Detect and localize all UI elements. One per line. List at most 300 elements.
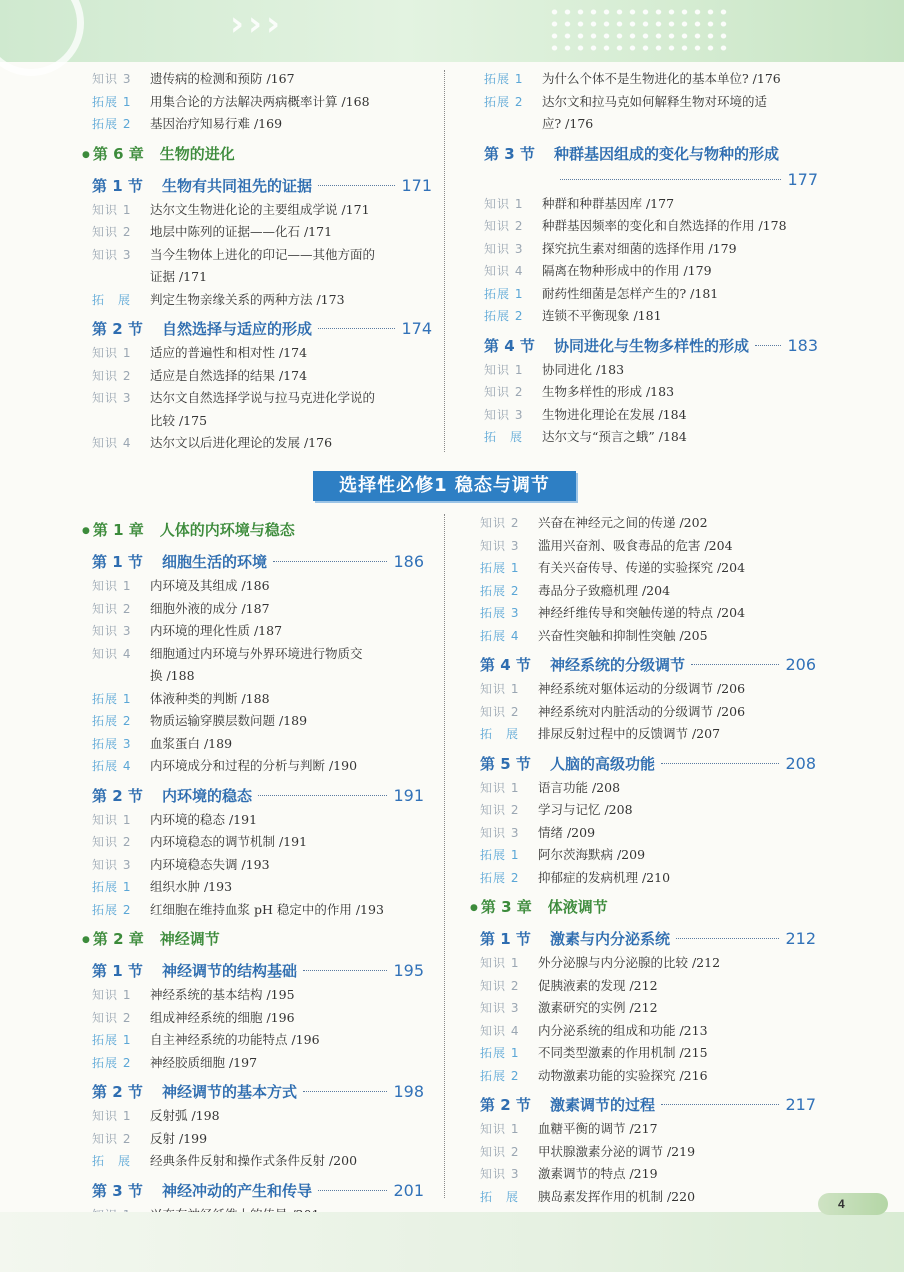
- entry-text: 神经系统对内脏活动的分级调节 /206: [538, 703, 746, 719]
- toc-entry: [92, 688, 424, 711]
- entry-text: 组成神经系统的细胞 /196: [150, 1009, 295, 1025]
- extension-label: 拓展 1: [484, 72, 524, 86]
- toc-entry: [92, 1105, 424, 1128]
- toc-entry: [92, 710, 424, 733]
- knowledge-label: 知识 3: [92, 247, 132, 262]
- toc-entry: [480, 701, 816, 724]
- knowledge-label: 知识 1: [92, 988, 132, 1002]
- toc-entry: [480, 867, 816, 890]
- dot-leader: [303, 970, 387, 971]
- entry-text: 语言功能 /208: [538, 779, 621, 795]
- entry-text: 有关兴奋传导、传递的实验探究 /204: [538, 560, 746, 575]
- column-divider-top: [444, 70, 445, 452]
- section-heading: [92, 1079, 424, 1105]
- chapter-number: 第 3 章: [480, 898, 532, 916]
- section-leader-line: [484, 167, 818, 193]
- section-title: 神经系统的分级调节: [550, 656, 686, 674]
- entry-text: 为什么个体不是生物进化的基本单位? /176: [542, 71, 781, 86]
- section-number: 第 2 节: [92, 786, 143, 805]
- entry-text: 不同类型激素的作用机制 /215: [538, 1045, 708, 1060]
- knowledge-label: 知识 1: [92, 812, 132, 827]
- toc-entry: [92, 755, 424, 778]
- section-title: 神经冲动的产生和传导: [162, 1181, 313, 1200]
- knowledge-label: 知识 3: [480, 1167, 520, 1181]
- section-heading: [92, 173, 432, 199]
- section-title: 协同进化与生物多样性的形成: [554, 336, 750, 355]
- dot-leader: [258, 795, 387, 796]
- extension-label: 拓展 3: [92, 736, 132, 751]
- section-number: 第 1 节: [92, 553, 143, 571]
- entry-text: 神经系统对躯体运动的分级调节 /206: [538, 681, 746, 696]
- entry-text: 达尔文和拉马克如何解释生物对环境的适: [542, 93, 768, 109]
- toc-entry: [92, 68, 432, 91]
- knowledge-label: 知识 2: [480, 978, 520, 993]
- toc-entry: [92, 113, 432, 136]
- knowledge-label: 知识 1: [92, 202, 132, 217]
- toc-entry: [480, 678, 816, 701]
- knowledge-label: 知识 2: [92, 225, 132, 239]
- chapter-bullet-icon: ●: [82, 526, 90, 536]
- chevron-decoration-icon: ›››: [230, 4, 285, 44]
- entry-text-continued: 换 /188: [150, 668, 195, 683]
- entry-text: 内环境稳态失调 /193: [150, 856, 270, 872]
- toc-entry: [480, 1065, 816, 1088]
- entry-text: 遗传病的检测和预防 /167: [150, 71, 295, 86]
- entry-text: 协同进化 /183: [542, 361, 625, 377]
- knowledge-label: 知识 2: [484, 219, 524, 233]
- toc-entry: [92, 387, 432, 410]
- knowledge-label: 知识 4: [484, 264, 524, 278]
- toc-entry: [480, 822, 816, 845]
- entry-text: 适应是自然选择的结果 /174: [150, 367, 308, 383]
- toc-entry: [92, 432, 432, 455]
- entry-text: 激素研究的实例 /212: [538, 1000, 658, 1015]
- knowledge-label: 知识 2: [92, 368, 132, 383]
- entry-text: 达尔文生物进化论的主要组成学说 /171: [150, 201, 370, 217]
- extension-label: 拓 展: [92, 1154, 132, 1168]
- entry-text: 促胰液素的发现 /212: [538, 977, 658, 993]
- toc-entry: [480, 723, 816, 746]
- dot-leader: [303, 1091, 387, 1092]
- section-number: 第 1 节: [92, 962, 143, 980]
- extension-label: 拓展 2: [92, 902, 132, 917]
- toc-entry: [484, 215, 818, 238]
- entry-text: 滥用兴奋剂、吸食毒品的危害 /204: [538, 537, 733, 553]
- chapter-number: 第 2 章: [92, 930, 144, 948]
- toc-entry: [484, 193, 818, 216]
- dot-leader: [273, 561, 387, 562]
- entry-text: 神经纤维传导和突触传递的特点 /204: [538, 605, 746, 620]
- toc-entry: [484, 359, 818, 382]
- entry-continuation: [92, 266, 432, 289]
- toc-entry: [92, 809, 424, 832]
- extension-label: 拓展 2: [480, 1068, 520, 1083]
- entry-text: 激素调节的特点 /219: [538, 1166, 658, 1181]
- entry-text: 达尔文与“预言之蛾” /184: [542, 429, 687, 444]
- dot-leader: [318, 1190, 387, 1191]
- section-number: 第 5 节: [480, 754, 531, 773]
- entry-text: 外分泌腺与内分泌腺的比较 /212: [538, 955, 721, 970]
- toc-entry: [92, 342, 432, 365]
- extension-label: 拓展 1: [480, 1046, 520, 1060]
- section-title: 细胞生活的环境: [162, 553, 268, 571]
- extension-label: 拓展 2: [92, 117, 132, 131]
- chapter-title: 生物的进化: [159, 144, 235, 163]
- toc-entry: [92, 1150, 424, 1173]
- entry-text: 红细胞在维持血浆 pH 稳定中的作用 /193: [150, 901, 384, 917]
- section-heading: [480, 751, 816, 777]
- entry-text: 经典条件反射和操作式条件反射 /200: [150, 1153, 358, 1168]
- knowledge-label: 知识 2: [92, 835, 132, 849]
- knowledge-label: 知识 3: [92, 72, 132, 86]
- entry-text: 抑郁症的发病机理 /210: [538, 869, 671, 885]
- knowledge-label: 知识 4: [92, 436, 132, 450]
- toc-entry: [480, 952, 816, 975]
- section-number: 第 2 节: [480, 1096, 531, 1114]
- entry-text: 神经胶质细胞 /197: [150, 1054, 258, 1070]
- extension-label: 拓展 2: [480, 583, 520, 598]
- chapter-heading: [470, 894, 816, 921]
- section-number: 第 2 节: [92, 320, 143, 338]
- toc-entry: [484, 426, 818, 449]
- chapter-bullet-icon: ●: [82, 935, 90, 945]
- section-heading: [480, 652, 816, 678]
- knowledge-label: 知识 3: [480, 825, 520, 840]
- dot-grid-decoration: [548, 6, 728, 56]
- entry-text: 甲状腺激素分泌的调节 /219: [538, 1143, 696, 1159]
- entry-text: 地层中陈列的证据——化石 /171: [150, 224, 333, 239]
- entry-text: 生物进化理论在发展 /184: [542, 406, 687, 422]
- toc-entry: [92, 1128, 424, 1151]
- extension-label: 拓 展: [480, 1189, 520, 1204]
- entry-text: 基因治疗知易行难 /169: [150, 116, 283, 131]
- dot-leader: [560, 179, 781, 180]
- toc-entry: [480, 1141, 816, 1164]
- section-number: 第 4 节: [484, 336, 535, 355]
- dot-leader: [755, 345, 781, 346]
- entry-text-continued: 比较 /175: [150, 412, 208, 428]
- knowledge-label: 知识 2: [480, 704, 520, 719]
- entry-text: 内环境的理化性质 /187: [150, 623, 283, 638]
- extension-label: 拓 展: [480, 727, 520, 741]
- entry-text: 兴奋在神经元之间的传递 /202: [538, 515, 708, 530]
- extension-label: 拓展 2: [484, 309, 524, 323]
- toc-entry: [92, 643, 424, 666]
- knowledge-label: 知识 3: [484, 241, 524, 256]
- knowledge-label: 知识 3: [92, 624, 132, 638]
- chapter-number: 第 1 章: [92, 521, 144, 539]
- entry-text: 细胞外液的成分 /187: [150, 600, 270, 616]
- extension-label: 拓展 2: [92, 1055, 132, 1070]
- extension-label: 拓展 2: [484, 94, 524, 109]
- entry-text: 情绪 /209: [538, 824, 596, 840]
- section-title: 神经调节的基本方式: [162, 1083, 298, 1101]
- knowledge-label: 知识 1: [484, 362, 524, 377]
- toc-entry: [480, 1186, 816, 1209]
- entry-text: 细胞通过内环境与外界环境进行物质交: [150, 645, 363, 661]
- section-page: 183: [787, 335, 818, 355]
- extension-label: 拓展 1: [92, 1033, 132, 1047]
- toc-entry: [92, 1052, 424, 1075]
- knowledge-label: 知识 2: [92, 1131, 132, 1146]
- section-heading: [480, 926, 816, 952]
- section-page: 171: [401, 175, 432, 195]
- page-number: 4: [818, 1193, 888, 1215]
- entry-text: 自主神经系统的功能特点 /196: [150, 1032, 320, 1047]
- knowledge-label: 知识 3: [92, 857, 132, 872]
- section-title: 激素调节的过程: [550, 1096, 656, 1114]
- knowledge-label: 知识 4: [92, 646, 132, 661]
- toc-entry: [92, 984, 424, 1007]
- section-page: 212: [785, 929, 816, 948]
- footer-decoration-band: [0, 1212, 904, 1272]
- toc-column-top-right: [484, 68, 818, 449]
- section-page: 191: [393, 785, 424, 805]
- chapter-title: 人体的内环境与稳态: [159, 521, 295, 539]
- section-heading-line: [484, 141, 818, 167]
- section-heading: [480, 1092, 816, 1118]
- section-title: 种群基因组成的变化与物种的形成: [554, 144, 780, 163]
- extension-label: 拓展 2: [480, 870, 520, 885]
- toc-entry: [480, 580, 816, 603]
- section-heading: [92, 1178, 424, 1204]
- chapter-number: 第 6 章: [92, 144, 144, 163]
- entry-text: 达尔文以后进化理论的发展 /176: [150, 435, 333, 450]
- toc-column-top-left: [82, 68, 432, 455]
- toc-entry: [92, 365, 432, 388]
- section-heading: [92, 958, 424, 984]
- chapter-title: 体液调节: [547, 898, 608, 916]
- dot-leader: [318, 328, 395, 329]
- toc-entry: [92, 289, 432, 312]
- knowledge-label: 知识 1: [92, 1109, 132, 1123]
- toc-entry: [480, 625, 816, 648]
- section-title: 神经调节的结构基础: [162, 962, 298, 980]
- entry-text: 物质运输穿膜层数问题 /189: [150, 713, 308, 728]
- entry-text: 阿尔茨海默病 /209: [538, 847, 646, 862]
- entry-text: 动物激素功能的实验探究 /216: [538, 1067, 708, 1083]
- entry-text: 内环境的稳态 /191: [150, 811, 258, 827]
- dot-leader: [676, 938, 779, 939]
- entry-text: 隔离在物种形成中的作用 /179: [542, 263, 712, 278]
- entry-text: 毒品分子致瘾机理 /204: [538, 582, 671, 598]
- entry-text: 内分泌系统的组成和功能 /213: [538, 1022, 708, 1038]
- knowledge-label: 知识 2: [480, 803, 520, 817]
- extension-label: 拓展 2: [92, 714, 132, 728]
- toc-entry: [92, 899, 424, 922]
- entry-text: 血浆蛋白 /189: [150, 735, 233, 751]
- section-title: 激素与内分泌系统: [550, 930, 671, 948]
- toc-entry: [480, 799, 816, 822]
- header-decoration-band: [0, 0, 904, 62]
- entry-continuation: [92, 665, 424, 688]
- entry-text: 学习与记忆 /208: [538, 802, 633, 817]
- knowledge-label: 知识 2: [92, 601, 132, 616]
- section-heading: [484, 141, 818, 193]
- toc-entry: [484, 305, 818, 328]
- extension-label: 拓展 4: [480, 628, 520, 643]
- knowledge-label: 知识 1: [480, 780, 520, 795]
- extension-label: 拓展 1: [484, 286, 524, 301]
- entry-text: 内环境稳态的调节机制 /191: [150, 834, 308, 849]
- toc-entry: [484, 283, 818, 306]
- entry-text: 种群基因频率的变化和自然选择的作用 /178: [542, 218, 787, 233]
- section-page: 195: [393, 961, 424, 980]
- extension-label: 拓 展: [92, 292, 132, 307]
- toc-entry: [480, 1020, 816, 1043]
- module-banner: 选择性必修1 稳态与调节: [313, 471, 576, 501]
- entry-text-continued: 应? /176: [542, 116, 594, 131]
- section-page: 201: [393, 1180, 424, 1200]
- section-heading: [92, 783, 424, 809]
- knowledge-label: 知识 1: [92, 579, 132, 593]
- section-page: 177: [787, 169, 818, 189]
- section-number: 第 1 节: [480, 930, 531, 948]
- toc-entry: [92, 876, 424, 899]
- toc-entry: [484, 91, 818, 114]
- knowledge-label: 知识 2: [484, 385, 524, 399]
- section-title: 内环境的稳态: [162, 786, 253, 805]
- toc-entry: [92, 1029, 424, 1052]
- knowledge-label: 知识 2: [480, 516, 520, 530]
- entry-text: 当今生物体上进化的印记——其他方面的: [150, 246, 376, 262]
- entry-text-continued: 证据 /171: [150, 269, 208, 284]
- knowledge-label: 知识 3: [480, 538, 520, 553]
- toc-entry: [480, 997, 816, 1020]
- entry-text: 体液种类的判断 /188: [150, 690, 270, 706]
- toc-entry: [92, 1007, 424, 1030]
- knowledge-label: 知识 3: [484, 407, 524, 422]
- entry-text: 血糖平衡的调节 /217: [538, 1121, 658, 1136]
- knowledge-label: 知识 1: [480, 1122, 520, 1136]
- section-page: 186: [393, 552, 424, 571]
- extension-label: 拓展 1: [480, 561, 520, 575]
- entry-text: 种群和种群基因库 /177: [542, 195, 675, 211]
- knowledge-label: 知识 1: [480, 956, 520, 970]
- toc-entry: [92, 733, 424, 756]
- toc-entry: [480, 844, 816, 867]
- toc-entry: [92, 854, 424, 877]
- section-title: 人脑的高级功能: [550, 754, 656, 773]
- chapter-bullet-icon: ●: [82, 149, 90, 160]
- dot-leader: [691, 664, 779, 665]
- toc-entry: [480, 602, 816, 625]
- entry-text: 耐药性细菌是怎样产生的? /181: [542, 285, 719, 301]
- toc-entry: [484, 404, 818, 427]
- toc-column-bottom-left: [82, 512, 424, 1226]
- knowledge-label: 知识 1: [480, 682, 520, 696]
- knowledge-label: 知识 3: [480, 1001, 520, 1015]
- toc-entry: [92, 575, 424, 598]
- dot-leader: [661, 763, 779, 764]
- toc-entry: [92, 598, 424, 621]
- entry-continuation: [92, 410, 432, 433]
- entry-text: 反射弧 /198: [150, 1108, 220, 1123]
- section-heading: [92, 316, 432, 342]
- section-number: 第 3 节: [92, 1181, 143, 1200]
- toc-entry: [480, 1118, 816, 1141]
- toc-entry: [480, 1163, 816, 1186]
- entry-text: 连锁不平衡现象 /181: [542, 308, 662, 323]
- toc-entry: [92, 199, 432, 222]
- toc-entry: [480, 512, 816, 535]
- entry-text: 胰岛素发挥作用的机制 /220: [538, 1188, 696, 1204]
- dot-leader: [318, 185, 395, 186]
- extension-label: 拓展 4: [92, 759, 132, 773]
- entry-text: 排尿反射过程中的反馈调节 /207: [538, 726, 721, 741]
- toc-entry: [92, 221, 432, 244]
- entry-text: 兴奋性突触和抑制性突触 /205: [538, 627, 708, 643]
- entry-text: 内环境成分和过程的分析与判断 /190: [150, 758, 358, 773]
- toc-entry: [480, 777, 816, 800]
- entry-text: 生物多样性的形成 /183: [542, 384, 675, 399]
- toc-entry: [480, 535, 816, 558]
- toc-entry: [480, 975, 816, 998]
- section-number: 第 1 节: [92, 176, 143, 195]
- extension-label: 拓展 1: [92, 94, 132, 109]
- knowledge-label: 知识 1: [92, 346, 132, 360]
- chapter-title: 神经调节: [159, 930, 220, 948]
- toc-entry: [92, 91, 432, 114]
- toc-entry: [484, 68, 818, 91]
- extension-label: 拓展 3: [480, 606, 520, 620]
- section-number: 第 4 节: [480, 656, 531, 674]
- chapter-bullet-icon: ●: [470, 903, 478, 913]
- section-page: 174: [401, 319, 432, 338]
- entry-text: 判定生物亲缘关系的两种方法 /173: [150, 291, 345, 307]
- section-page: 206: [785, 655, 816, 674]
- extension-label: 拓展 1: [480, 848, 520, 862]
- knowledge-label: 知识 3: [92, 391, 132, 405]
- toc-entry: [92, 620, 424, 643]
- section-page: 208: [785, 753, 816, 773]
- section-title: 生物有共同祖先的证据: [162, 176, 313, 195]
- toc-entry: [92, 244, 432, 267]
- chapter-heading: [82, 141, 432, 168]
- section-title: 自然选择与适应的形成: [162, 320, 313, 338]
- toc-entry: [480, 557, 816, 580]
- toc-entry: [480, 1042, 816, 1065]
- toc-entry: [484, 381, 818, 404]
- chapter-heading: [82, 517, 424, 544]
- toc-entry: [92, 831, 424, 854]
- section-heading: [92, 549, 424, 575]
- section-number: 第 2 节: [92, 1083, 143, 1101]
- knowledge-label: 知识 4: [480, 1023, 520, 1038]
- section-heading: [484, 333, 818, 359]
- entry-text: 内环境及其组成 /186: [150, 578, 270, 593]
- dot-leader: [661, 1104, 779, 1105]
- circle-decoration: [0, 0, 84, 76]
- entry-text: 神经系统的基本结构 /195: [150, 987, 295, 1002]
- extension-label: 拓展 1: [92, 880, 132, 894]
- toc-entry: [484, 238, 818, 261]
- entry-text: 反射 /199: [150, 1130, 208, 1146]
- toc-column-bottom-right: [470, 512, 816, 1208]
- section-page: 198: [393, 1082, 424, 1101]
- knowledge-label: 知识 1: [484, 196, 524, 211]
- entry-text: 适应的普遍性和相对性 /174: [150, 345, 308, 360]
- extension-label: 拓展 1: [92, 691, 132, 706]
- extension-label: 拓 展: [484, 430, 524, 444]
- entry-text: 达尔文自然选择学说与拉马克进化学说的: [150, 390, 376, 405]
- section-number: 第 3 节: [484, 144, 535, 163]
- entry-text: 组织水肿 /193: [150, 879, 233, 894]
- entry-text: 用集合论的方法解决两病概率计算 /168: [150, 93, 370, 109]
- entry-continuation: [484, 113, 818, 136]
- knowledge-label: 知识 2: [480, 1144, 520, 1159]
- entry-text: 探究抗生素对细菌的选择作用 /179: [542, 240, 737, 256]
